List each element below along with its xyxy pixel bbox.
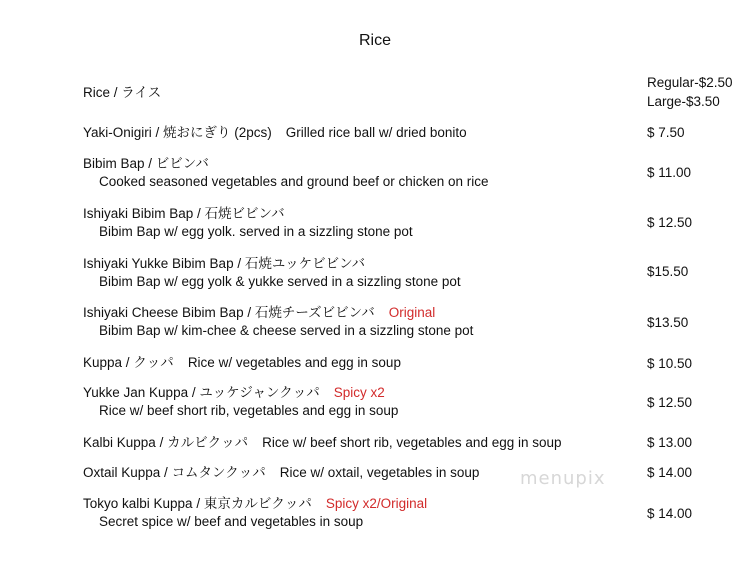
separator: / (188, 385, 200, 400)
item-qty: (2pcs) (230, 125, 272, 140)
menu-item-ishiyaki-yukke-bibim-bap (83, 255, 643, 291)
item-price: $15.50 (647, 264, 689, 279)
item-name: Bibim Bap (83, 156, 145, 171)
separator: / (144, 156, 156, 171)
item-name: Kalbi Kuppa (83, 435, 156, 450)
item-description: Rice w/ beef short rib, vegetables and egg in soup (262, 435, 562, 450)
item-name: Kuppa (83, 355, 123, 370)
item-price: $ 7.50 (647, 125, 685, 140)
item-description: Rice w/ vegetables and egg in soup (187, 355, 401, 370)
item-name-jp: ライス (121, 85, 162, 101)
page-title: Rice (358, 32, 391, 49)
separator: / (243, 305, 255, 320)
separator: / (193, 206, 205, 221)
menu-item-yaki-onigiri (83, 124, 643, 142)
item-description: Rice w/ oxtail, vegetables in soup (279, 465, 480, 480)
menu-item-bibim-bap (83, 155, 643, 191)
item-name: Yukke Jan Kuppa (83, 385, 189, 400)
item-price: $ 12.50 (647, 215, 693, 230)
item-price: $ 13.00 (647, 435, 693, 450)
separator: / (160, 465, 172, 480)
spicy-tag: Spicy x2 (333, 385, 385, 400)
item-price: $ 14.00 (647, 465, 693, 480)
item-name: Oxtail Kuppa (83, 465, 161, 480)
item-name: Ishiyaki Yukke Bibim Bap (83, 256, 234, 271)
item-name-jp: 石焼ビビンバ (204, 206, 285, 222)
separator: / (151, 125, 164, 140)
item-price: $ 12.50 (647, 395, 693, 410)
item-description: Bibim Bap w/ egg yolk & yukke served in a sizzling stone pot (99, 274, 461, 289)
menu-item-yukke-jan-kuppa (83, 384, 643, 420)
item-price: $ 11.00 (647, 165, 692, 180)
item-description: Bibim Bap w/ egg yolk. served in a sizzling stone pot (99, 224, 413, 239)
item-description: Secret spice w/ beef and vegetables in soup (99, 514, 364, 529)
item-name-jp: 東京カルビクッパ (203, 496, 312, 512)
separator: / (110, 85, 122, 100)
menu-item-ishiyaki-cheese-bibim-bap (83, 304, 643, 340)
watermark-logo: menupix (520, 468, 606, 489)
item-name: Rice (83, 85, 111, 100)
menu-item-kalbi-kuppa (83, 434, 643, 452)
item-price: $13.50 (647, 315, 689, 330)
separator: / (155, 435, 168, 450)
item-name-jp: ユッケジャンクッパ (199, 385, 320, 401)
item-name-jp: 焼おにぎり (163, 125, 231, 141)
menu-item-kuppa (83, 354, 643, 372)
item-price: $ 10.50 (647, 356, 693, 371)
original-tag: Original (388, 305, 436, 320)
item-name-jp: クッパ (133, 355, 174, 371)
price-regular: Regular-$2.50 (647, 75, 733, 90)
item-description: Grilled rice ball w/ dried bonito (285, 125, 467, 140)
item-name: Yaki-Onigiri (83, 125, 152, 140)
item-name-jp: 石焼ユッケビビンバ (244, 256, 366, 272)
menu-item-ishiyaki-bibim-bap (83, 205, 643, 241)
item-description: Rice w/ beef short rib, vegetables and egg in soup (99, 403, 399, 418)
menu-item-tokyo-kalbi-kuppa (83, 495, 643, 531)
item-price: $ 14.00 (647, 506, 693, 521)
item-name-jp: 石焼チーズビビンバ (254, 305, 375, 321)
item-name: Ishiyaki Cheese Bibim Bap (83, 305, 244, 320)
price-large: Large-$3.50 (647, 94, 720, 109)
spicy-original-tag: Spicy x2/Original (325, 496, 428, 511)
separator: / (192, 496, 204, 511)
item-name: Ishiyaki Bibim Bap (83, 206, 194, 221)
item-description: Cooked seasoned vegetables and ground beef or chicken on rice (99, 174, 489, 189)
item-description: Bibim Bap w/ kim-chee & cheese served in a sizzling stone pot (99, 323, 474, 338)
item-name: Tokyo kalbi Kuppa (83, 496, 193, 511)
item-name-jp: コムタンクッパ (171, 465, 266, 481)
separator: / (233, 256, 245, 271)
item-name-jp: カルビクッパ (167, 435, 249, 451)
separator: / (122, 355, 134, 370)
item-name-jp: ビビンバ (155, 156, 209, 172)
menu-item-rice (83, 84, 643, 102)
